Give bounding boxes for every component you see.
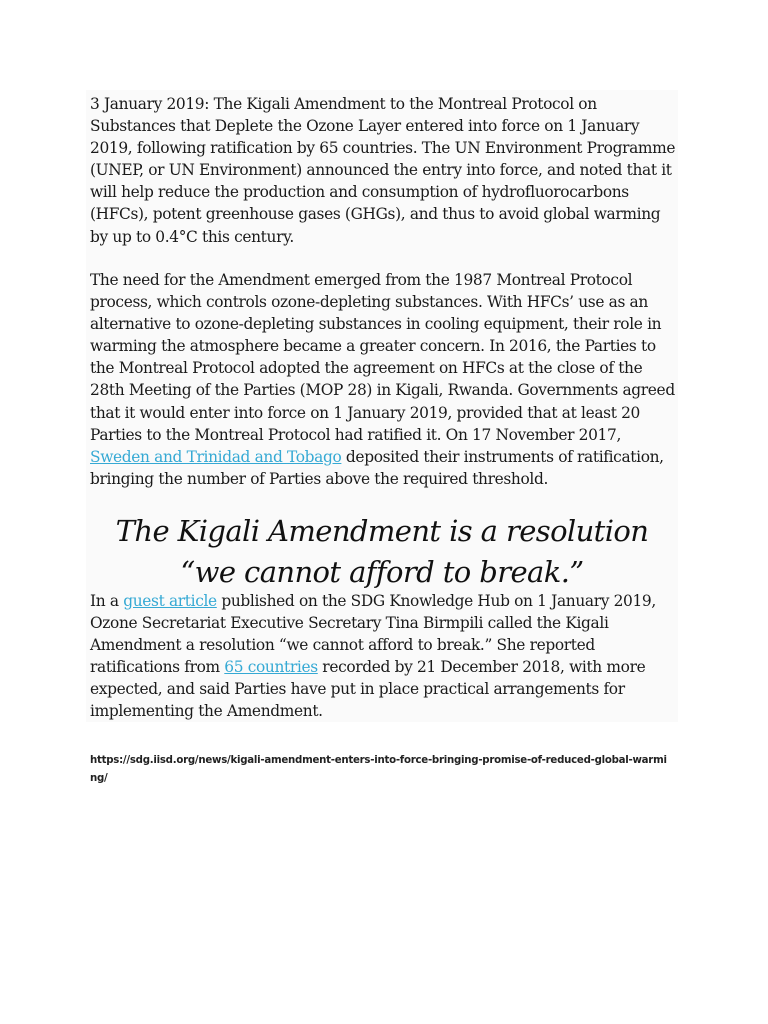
guest-article-link[interactable]: guest article bbox=[123, 592, 217, 610]
paragraph-3-text-1: In a bbox=[90, 592, 124, 610]
sweden-trinidad-link[interactable]: Sweden and Trinidad and Tobago bbox=[90, 447, 342, 466]
paragraph-1-text: 3 January 2019: The Kigali Amendment to the Montreal Protocol on Substances that Deplete the Ozone Layer entered into force on 1 January 2019, following ratification by 65 countries. The UN Environment Programme (UNEP, or UN Environment) announced the entry into force, and noted that it will help reduce the production and consumption of hydrofluorocarbons (HFCs), potent greenhouse gases (GHGs), and thus to avoid global warming by up to 0.4°C this century. bbox=[90, 95, 676, 246]
article-paragraph-1 bbox=[90, 93, 676, 248]
65-countries-link[interactable]: 65 countries bbox=[224, 658, 318, 677]
paragraph-3-text-2: published on the SDG Knowledge Hub on 1 January 2019, Ozone Secretariat Executive Secretary Tina Birmpili called the Kigali Amendment a resolution “we cannot afford to break.” She reported ratifications from bbox=[90, 592, 656, 677]
pull-quote-line-2: “we cannot afford to break.” bbox=[180, 555, 584, 589]
pull-quote bbox=[86, 511, 678, 593]
article-paragraph-3 bbox=[90, 590, 676, 723]
paragraph-2-text-start: The need for the Amendment emerged from the 1987 Montreal Protocol process, which controls ozone-depleting substances. With HFCs’ use as an alternative to ozone-depleting substances in cooling equipment, their role in warming the atmosphere became a greater concern. In 2016, the Parties to the Montreal Protocol adopted the agreement on HFCs at the close of the 28th Meeting of the Parties (MOP 28) in Kigali, Rwanda. Governments agreed that it would enter into force on 1 January 2019, provided that at least 20 Parties to the Montreal Protocol had ratified it. On 17 November 2017, bbox=[90, 271, 675, 444]
paragraph-3-text-3: recorded by 21 December 2018, with more expected, and said Parties have put in place practical arrangements for implementing the Amendment. bbox=[90, 658, 646, 721]
article-paragraph-2 bbox=[90, 269, 676, 490]
source-url: https://sdg.iisd.org/news/kigali-amendment-enters-into-force-bringing-promise-of-reduced-global-warming/ bbox=[90, 755, 667, 784]
paragraph-2-text-end: deposited their instruments of ratification, bringing the number of Parties above the required threshold. bbox=[90, 447, 664, 488]
pull-quote-line-1: The Kigali Amendment is a resolution bbox=[115, 514, 649, 548]
